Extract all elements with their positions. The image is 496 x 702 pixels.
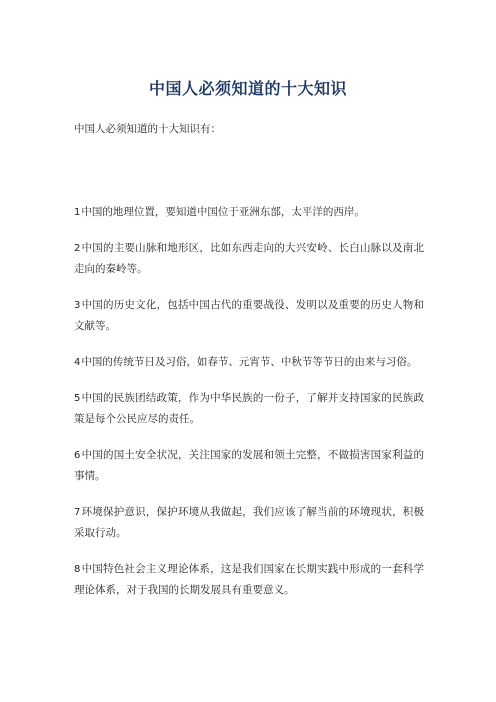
item-text: 中国特色社会主义理论体系，这是我们国家在长期实践中形成的一套科学理论体系，对于我国的长期发展具有重要意义。 <box>74 563 424 596</box>
item-number: 6 <box>74 450 81 461</box>
item-number: 1 <box>74 207 81 218</box>
list-item <box>74 238 424 280</box>
item-text: 中国的国土安全状况，关注国家的发展和领土完整，不做损害国家利益的事情。 <box>74 449 424 482</box>
list-item <box>74 388 424 430</box>
item-text: 中国的历史文化，包括中国古代的重要战役、发明以及重要的历史人物和文献等。 <box>74 299 424 332</box>
list-item <box>74 202 424 223</box>
item-number: 4 <box>74 357 81 368</box>
item-text: 中国的主要山脉和地形区，比如东西走向的大兴安岭、长白山脉以及南北走向的秦岭等。 <box>74 242 424 275</box>
document-title: 中国人必须知道的十大知识 <box>148 79 347 98</box>
item-number: 5 <box>74 393 81 404</box>
item-number: 8 <box>74 564 81 575</box>
item-text: 中国的地理位置，要知道中国位于亚洲东部，太平洋的西岸。 <box>81 206 365 218</box>
list-item <box>74 352 424 373</box>
intro-paragraph: 中国人必须知道的十大知识有： <box>74 123 221 135</box>
item-text: 中国的传统节日及习俗，如春节、元宵节、中秋节等节日的由来与习俗。 <box>81 356 418 368</box>
list-item <box>74 295 424 337</box>
item-number: 7 <box>74 507 81 518</box>
item-text: 中国的民族团结政策，作为中华民族的一份子，了解并支持国家的民族政策是每个公民应尽的责任。 <box>74 392 424 425</box>
item-number: 3 <box>74 300 81 311</box>
list-item <box>74 502 424 544</box>
list-item <box>74 445 424 487</box>
list-item <box>74 559 424 601</box>
knowledge-list <box>74 202 424 616</box>
item-text: 环境保护意识，保护环境从我做起，我们应该了解当前的环境现状，积极采取行动。 <box>74 506 424 539</box>
item-number: 2 <box>74 243 81 254</box>
